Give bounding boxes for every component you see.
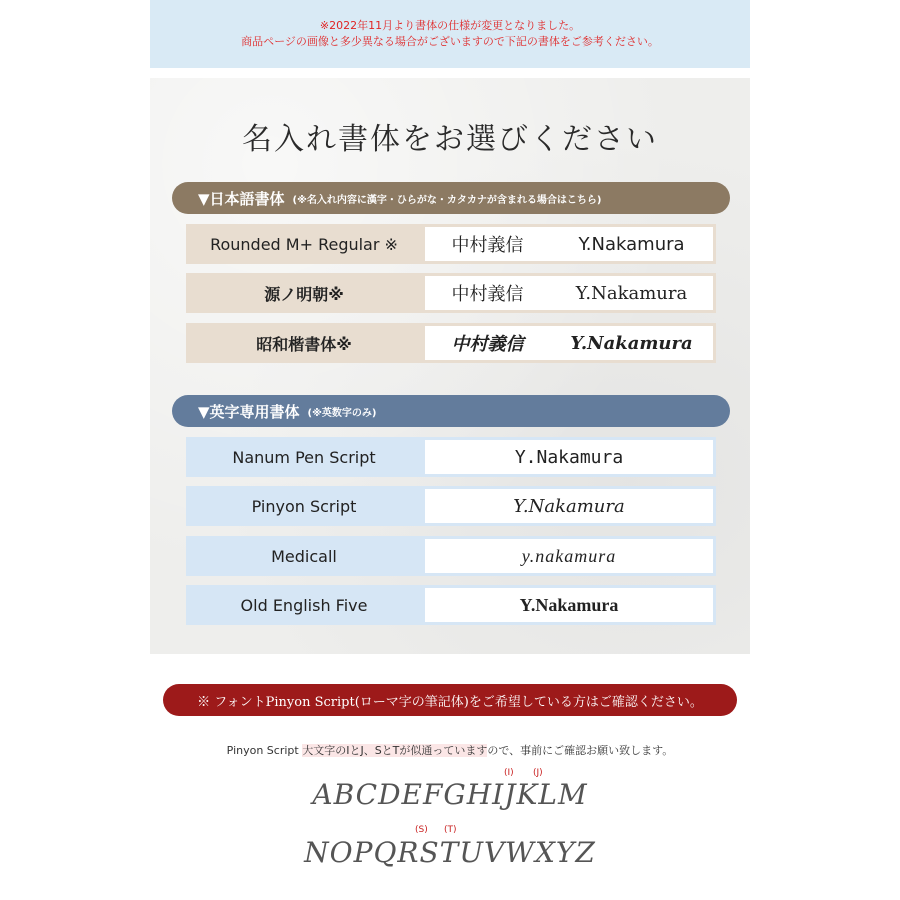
font-option-old-english-five[interactable] [186,585,716,625]
japanese-section-note: (※名入れ内容に漢字・ひらがな・カタカナが含まれる場合はこちら) [292,194,602,206]
sample-kanji: 中村義信 [451,334,524,355]
font-name: Pinyon Script [186,486,422,526]
font-sample: Y.Nakamura [422,486,716,526]
sample-roman: Y.Nakamura [578,233,685,255]
japanese-font-section-header [172,182,730,214]
notice-line-1: ※2022年11月より書体の仕様が変更となりました。 [319,19,581,32]
font-option-nanum-pen-script[interactable] [186,437,716,477]
english-font-section-header [172,395,730,427]
font-sample [422,323,716,363]
english-section-heading: ▼英字専用書体 [198,402,300,421]
sample-roman: Y.Nakamura [575,282,688,304]
font-option-rounded-mplus[interactable] [186,224,716,264]
pinyon-warning-banner: ※ フォントPinyon Script(ローマ字の筆記体)をご希望している方はご確認ください。 [163,684,737,716]
font-name: Rounded M+ Regular ※ [186,224,422,264]
font-name: 源ノ明朝※ [186,273,422,313]
sample-roman: Y.Nakamura [570,332,693,354]
page-title: 名入れ書体をお選びください [242,122,658,157]
pinyon-alphabet-row-2: NOPQRSTUVWXYZ [304,836,596,869]
font-option-showa-kaisho[interactable] [186,323,716,363]
marker-j: (J) [533,768,543,778]
font-name: 昭和楷書体※ [186,323,422,363]
marker-i: (I) [504,768,514,778]
font-name: Old English Five [186,585,422,625]
font-option-genno-mincho[interactable] [186,273,716,313]
note-prefix: Pinyon Script [226,744,303,757]
font-sample [422,224,716,264]
spec-change-notice [150,0,750,68]
notice-line-2: 商品ページの画像と多少異なる場合がございますので下記の書体をご参考ください。 [241,35,659,48]
marker-s: (S) [415,825,428,835]
note-highlight: 大文字のIとJ、SとTが似通っています [302,744,488,757]
font-name: Medicall [186,536,422,576]
font-sample: Y.Nakamura [422,437,716,477]
english-section-note: (※英数字のみ) [307,407,377,419]
font-selection-panel [150,78,750,654]
font-sample: Y.Nakamura [422,585,716,625]
sample-kanji: 中村義信 [451,284,524,305]
note-suffix: ので、事前にご確認お願い致します。 [487,744,674,757]
japanese-section-heading: ▼日本語書体 [198,189,285,208]
font-sample: y.nakamura [422,536,716,576]
pinyon-similarity-note [0,742,900,758]
font-name: Nanum Pen Script [186,437,422,477]
marker-t: (T) [444,825,457,835]
sample-kanji: 中村義信 [451,235,524,256]
font-option-medicall[interactable] [186,536,716,576]
pinyon-alphabet-row-1: ABCDEFGHIJKLM [312,778,588,811]
font-option-pinyon-script[interactable] [186,486,716,526]
font-sample [422,273,716,313]
